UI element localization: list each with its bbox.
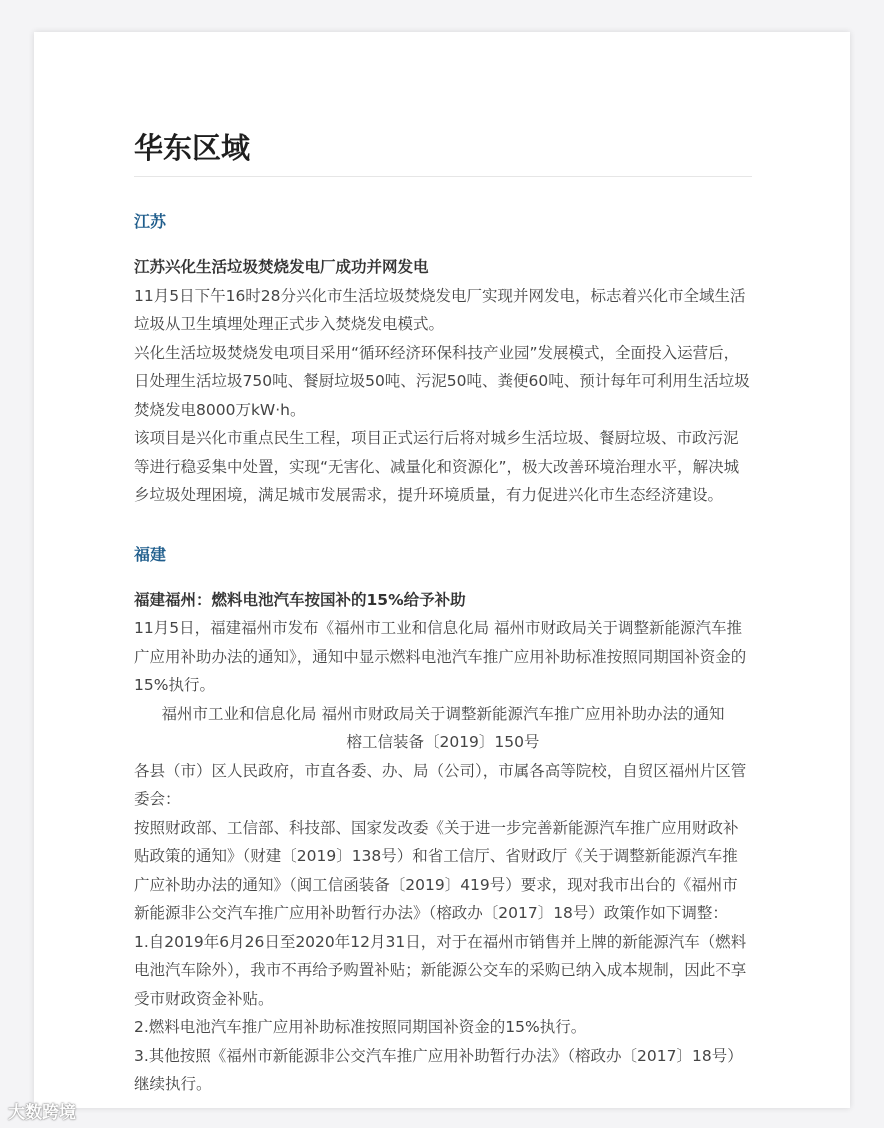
article-title: 福建福州：燃料电池汽车按国补的15%给予补助 xyxy=(134,590,466,609)
paragraph: 该项目是兴化市重点民生工程，项目正式运行后将对城乡生活垃圾、餐厨垃圾、市政污泥等进行稳妥集中处置，实现“无害化、减量化和资源化”，极大改善环境治理水平，解决城乡垃圾处理困境，满足城市发展需求，提升环境质量，有力促进兴化市生态经济建设。 xyxy=(134,429,740,504)
paragraph: 2.燃料电池汽车推广应用补助标准按照同期国补资金的15%执行。 xyxy=(134,1018,587,1036)
watermark: 大数跨境 xyxy=(8,1103,76,1123)
section-heading-fujian: 福建 xyxy=(134,544,167,564)
article-card xyxy=(34,32,850,1108)
page-title: 华东区域 xyxy=(134,128,752,177)
paragraph: 各县（市）区人民政府，市直各委、办、局（公司），市属各高等院校，自贸区福州片区管委会： xyxy=(134,761,747,808)
notice-number: 榕工信装备〔2019〕150号 xyxy=(346,733,540,751)
paragraph: 11月5日下午16时28分兴化市生活垃圾焚烧发电厂实现并网发电，标志着兴化市全域生活垃圾从卫生填埋处理正式步入焚烧发电模式。 xyxy=(134,286,746,333)
paragraph: 3.其他按照《福州市新能源非公交汽车推广应用补助暂行办法》（榕政办〔2017〕18号）继续执行。 xyxy=(134,1046,743,1093)
paragraph: 按照财政部、工信部、科技部、国家发改委《关于进一步完善新能源汽车推广应用财政补贴政策的通知》（财建〔2019〕138号）和省工信厅、省财政厅《关于调整新能源汽车推广应补助办法的通知》（闽工信函装备〔2019〕419号）要求，现对我市出台的《福州市新能源非公交汽车推广应用补助暂行办法》（榕政办〔2017〕18号）政策作如下调整： xyxy=(134,818,739,922)
article-content xyxy=(134,128,752,1099)
paragraph: 1.自2019年6月26日至2020年12月31日，对于在福州市销售并上牌的新能源汽车（燃料电池汽车除外），我市不再给予购置补贴；新能源公交车的采购已纳入成本规制，因此不享受市财政资金补贴。 xyxy=(134,932,747,1008)
section-heading-jiangsu: 江苏 xyxy=(134,212,167,231)
article-title: 江苏兴化生活垃圾焚烧发电厂成功并网发电 xyxy=(134,258,429,276)
paragraph: 兴化生活垃圾焚烧发电项目采用“循环经济环保科技产业园”发展模式，全面投入运营后，日处理生活垃圾750吨、餐厨垃圾50吨、污泥50吨、粪便60吨、预计每年可利用生活垃圾焚烧发电8000万kW·h。 xyxy=(134,343,750,419)
notice-title: 福州市工业和信息化局 福州市财政局关于调整新能源汽车推广应用补助办法的通知 xyxy=(161,704,725,723)
paragraph: 11月5日，福建福州市发布《福州市工业和信息化局 福州市财政局关于调整新能源汽车推广应用补助办法的通知》，通知中显示燃料电池汽车推广应用补助标准按照同期国补资金的15%执行。 xyxy=(134,619,747,694)
